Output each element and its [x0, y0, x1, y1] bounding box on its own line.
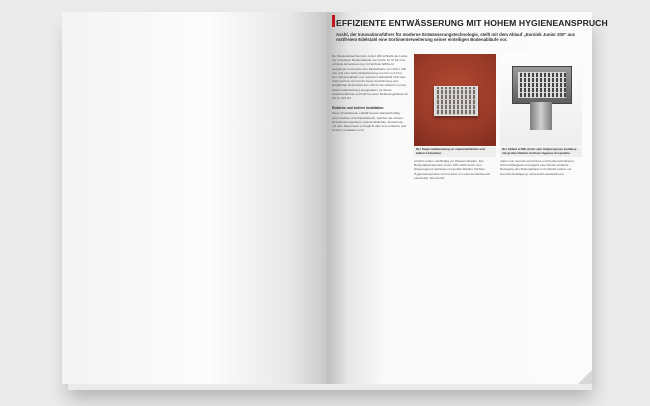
grate-cover: [434, 86, 478, 116]
text-column-2: schützt zudem nachhaltig vor Wasserschäden. Der Bodenablauf Euroink Junior 200 erfüllt durch sein tiefgezogenes Gehäuse mit großen Radien höchste Hygieneansprüche und ist auch im Lebensmittelbereich einsetzbar. Die Kombi-: [414, 159, 491, 180]
floor-drain-photo: [500, 54, 582, 146]
drain-grate: [518, 72, 566, 98]
photo-caption-2: Der Ablauf erfüllt durch sein tiefgezogenes Gehäuse mit großen Radien höchste Hygiene-Ansprüche.: [500, 147, 582, 157]
article: [332, 14, 608, 192]
article-intro: Aschl, der Innovationsführer für moderne Entwässerungstechnologie, stellt mit dem Ablauf „Euroink Junior 200" aus rostfreiem Edelstahl eine Sortimenterweiterung seiner einteiligen Bodenabläufe vor.: [336, 32, 575, 43]
drain-pipe: [530, 102, 552, 130]
text-column-1: [332, 54, 408, 132]
left-page: [62, 12, 327, 384]
column-1-text: Der Bodenablauf Euroink Junior 200 schließt die Lücke der einteiligen Bodenabläufe von Aschl. Er ist für eine schnelle Entwässerung mit höchster Effizienz ausgelegt und besitzt eine Einlaufkante von 200 x 200 mm und eine hohe Ablaufleistung von bis zu 2,5 l/s. Der Industrieablauf aus rostfreiem Edelstahl V2A oder V4A zeichnet sich durch beste Verarbeitung und langjährige Robustheit aus. Mit ihr der Ablauf mit einer Gitterrostabdeckung ausgestattet, ist dieser staplerbefahrbar und hält bei einer Belastungsklasse M bis zu 125 kN.: [332, 54, 408, 101]
title-accent-bar: [332, 15, 335, 27]
article-title: EFFIZIENTE ENTWÄSSERUNG MIT HOHEM HYGIENEANSPRUCH: [336, 18, 608, 28]
page-curl: [578, 370, 592, 384]
column-1-text-b: Diese Produktserie enthält bereits standardmäßig einen dichten Anschlussflansch, welcher die sichere Entwässerungsebene optimal abdichtet. Zusammen mit dem Mauerwerk ermöglicht dies eine einfache und sichere Installation und: [332, 111, 407, 133]
drain-body: [512, 66, 572, 104]
section-heading: Einfache und sichere Installation: [332, 106, 384, 111]
photo-caption-1: Der Stegrostabdeckung ist staplerbefahrbar und äußerst belastbar.: [414, 147, 496, 157]
text-column-3: nation von Geruchsverschluss und herausnehmbarem Schmutzfangkorb ermöglicht eine höchst einfache Reinigung des Bodenablaufs und schützt zudem vor Geruchsbelästigung. www.aschl-edelstahl.com: [500, 159, 575, 176]
grate-on-red-floor-photo: [414, 54, 496, 146]
